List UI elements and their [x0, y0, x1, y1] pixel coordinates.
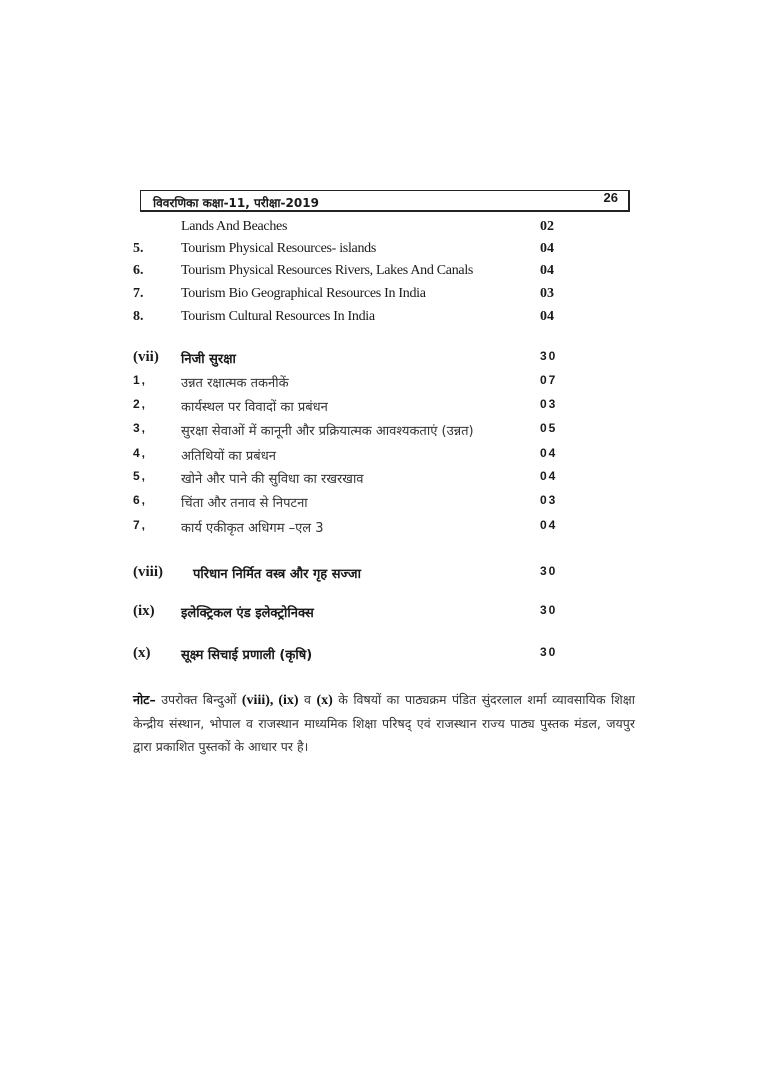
section-heading: (ix) इलेक्ट्रिकल एंड इलेक्ट्रोनिक्स 30 — [133, 603, 558, 621]
table-row: 3, सुरक्षा सेवाओं में कानूनी और प्रक्रियात्मक आवश्यकताएं (उन्नत) 05 — [133, 421, 558, 439]
table-row: Lands And Beaches 02 — [181, 219, 554, 234]
page-number: 26 — [603, 190, 618, 205]
header-title: विवरणिका कक्षा-11, परीक्षा-2019 — [153, 196, 319, 210]
section-heading: (vii) निजी सुरक्षा 30 — [133, 349, 558, 367]
note-paragraph: नोट– उपरोक्त बिन्दुओं (viii), (ix) व (x) के विषयों का पाठ्यक्रम पंडित सुंदरलाल शर्मा व्यावसायिक शिक्षा केन्द्रीय संस्थान, भोपाल व राजस्थान माध्यमिक शिक्षा परिषद् एवं राजस्थान राज्य पाठ्य पुस्तक मंडल, जयपुर द्वारा प्रकाशित पुस्तकों के आधार पर है। — [133, 692, 635, 754]
table-row: 6, चिंता और तनाव से निपटना 03 — [133, 493, 558, 511]
section-heading: (x) सूक्ष्म सिचाई प्रणाली (कृषि) 30 — [133, 645, 558, 663]
table-row: 2, कार्यस्थल पर विवादों का प्रबंधन 03 — [133, 397, 558, 415]
running-header — [140, 190, 630, 212]
note-label: नोट– — [133, 692, 156, 707]
table-row: 1, उन्नत रक्षात्मक तकनीकें 07 — [133, 373, 558, 391]
table-row: 5. Tourism Physical Resources- islands 04 — [133, 241, 554, 256]
table-row: 5, खोने और पाने की सुविधा का रखरखाव 04 — [133, 469, 558, 487]
section-heading: (viii) परिधान निर्मित वस्त्र और गृह सज्जा 30 — [133, 564, 558, 582]
table-row: 8. Tourism Cultural Resources In India 04 — [133, 309, 554, 324]
table-row: 6. Tourism Physical Resources Rivers, Lakes And Canals 04 — [133, 263, 554, 278]
table-row: 7. Tourism Bio Geographical Resources In India 03 — [133, 286, 554, 301]
table-row: 4, अतिथियों का प्रबंधन 04 — [133, 446, 558, 464]
table-row: 7, कार्य एकीकृत अधिगम –एल 3 04 — [133, 518, 558, 536]
